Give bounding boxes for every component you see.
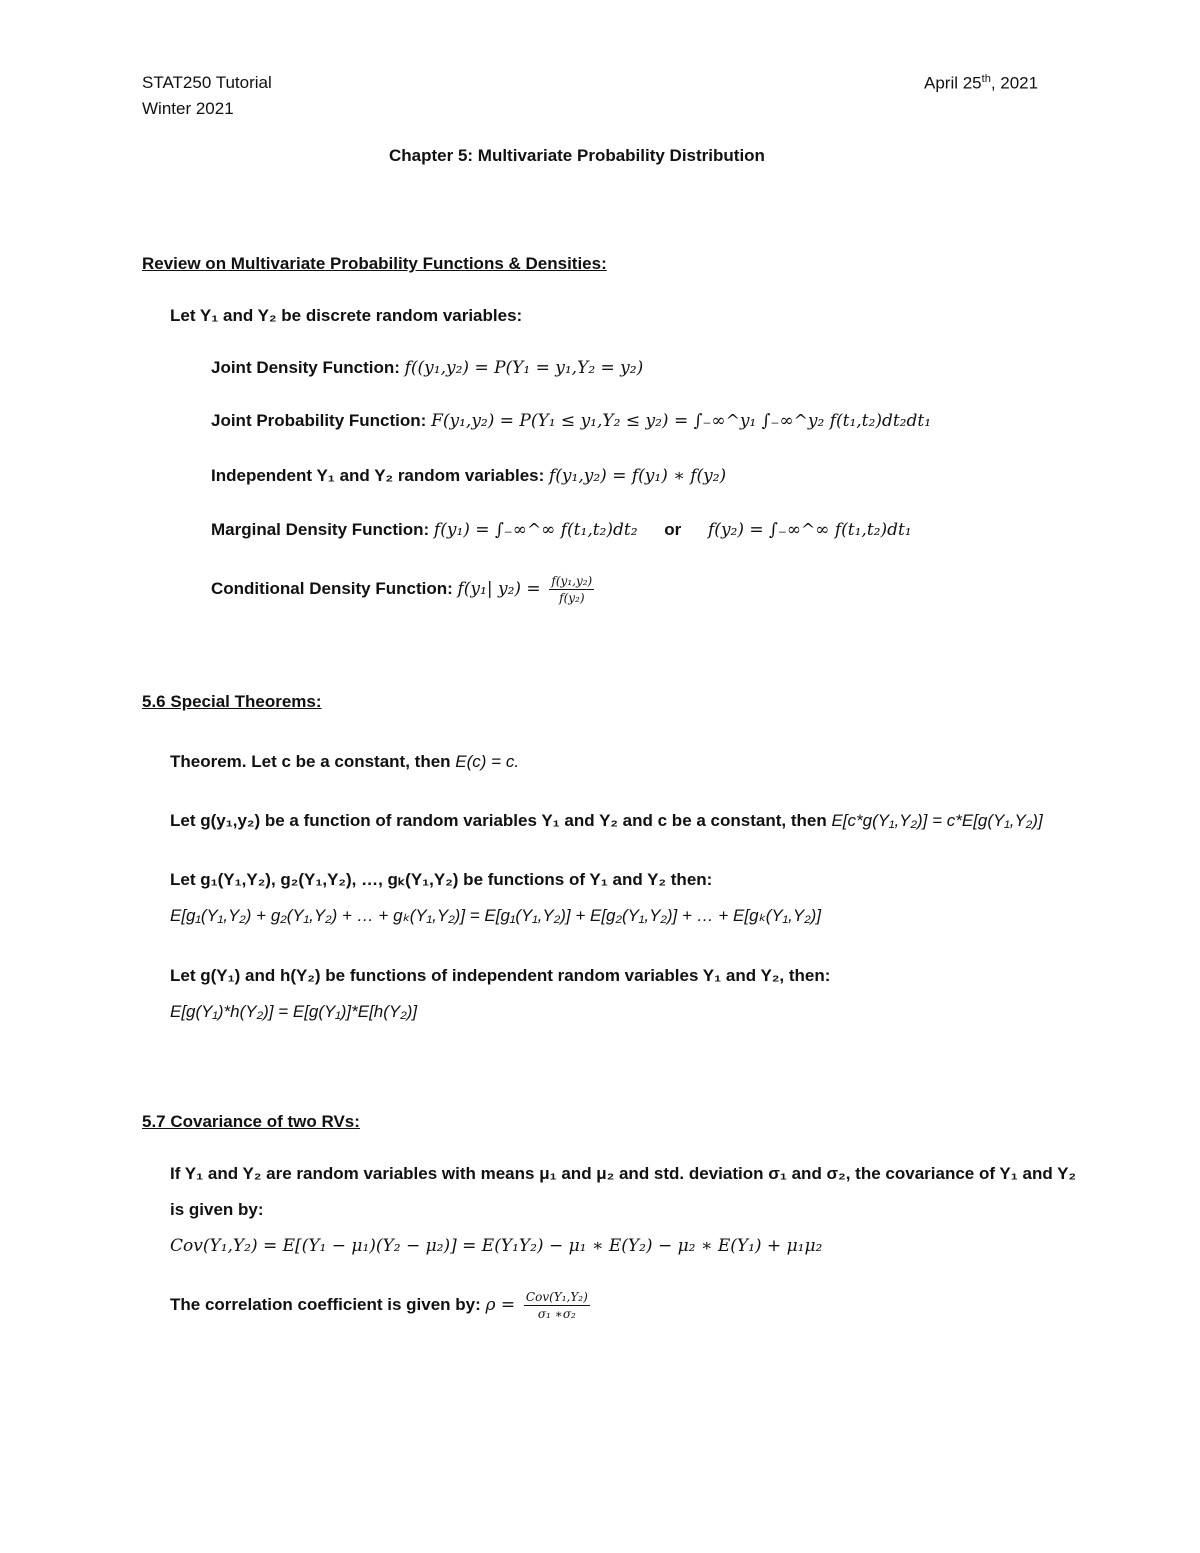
joint-density-row	[211, 358, 643, 378]
theorem-2-math: E[c*g(Y₁,Y₂)] = c*E[g(Y₁,Y₂)]	[831, 811, 1043, 830]
special-heading: 5.6 Special Theorems:	[142, 692, 322, 711]
date-sup: th	[981, 73, 991, 85]
theorem-1	[170, 752, 519, 772]
conditional-row	[211, 574, 594, 605]
joint-probability-row	[211, 411, 931, 431]
conditional-label: Conditional Density Function:	[211, 578, 453, 598]
correlation-row	[170, 1290, 590, 1321]
marginal-formula-2: f(y₂) = ∫₋∞^∞ f(t₁,t₂)dt₁	[708, 520, 912, 540]
marginal-formula: f(y₁) = ∫₋∞^∞ f(t₁,t₂)dt₂	[433, 520, 638, 540]
date	[924, 73, 1038, 94]
covariance-formula: Cov(Y₁,Y₂) = E[(Y₁ − μ₁)(Y₂ − μ₂)] = E(Y₁Y₂) − μ₁ ∗ E(Y₂) − μ₂ ∗ E(Y₁) + μ₁μ₂	[170, 1236, 823, 1256]
joint-probability-label: Joint Probability Function:	[211, 411, 427, 430]
independent-row	[211, 466, 726, 486]
conditional-numerator: f(y₁,y₂)	[551, 574, 593, 588]
covariance-line-1: If Y₁ and Y₂ are random variables with means μ₁ and μ₂ and std. deviation σ₁ and σ₂, the covariance of Y₁ and Y₂	[170, 1164, 1077, 1183]
theorem-1-math: E(c) = c.	[455, 752, 520, 771]
review-intro: Let Y₁ and Y₂ be discrete random variables:	[170, 306, 523, 325]
correlation-lhs: ρ =	[485, 1294, 516, 1315]
covariance-heading: 5.7 Covariance of two RVs:	[142, 1112, 360, 1131]
theorem-2-text: Let g(y₁,y₂) be a function of random variables Y₁ and Y₂ and c be a constant, then	[170, 811, 832, 830]
theorem-4-math: E[g(Y₁)*h(Y₂)] = E[g(Y₁)]*E[h(Y₂)]	[170, 1002, 418, 1021]
marginal-label: Marginal Density Function:	[211, 520, 430, 539]
theorem-4-text: Let g(Y₁) and h(Y₂) be functions of independent random variables Y₁ and Y₂, then:	[170, 966, 831, 985]
term: Winter 2021	[142, 99, 234, 118]
correlation-fraction	[524, 1290, 590, 1321]
course-name: STAT250 Tutorial	[142, 73, 272, 92]
joint-density-label: Joint Density Function:	[211, 358, 400, 377]
marginal-row	[211, 520, 912, 540]
date-prefix: April 25	[924, 73, 982, 93]
theorem-1-text: Theorem. Let c be a constant, then	[170, 752, 456, 771]
conditional-fraction	[549, 574, 594, 605]
correlation-text: The correlation coefficient is given by:	[170, 1294, 481, 1314]
independent-label: Independent Y₁ and Y₂ random variables:	[211, 466, 545, 485]
review-heading: Review on Multivariate Probability Functions & Densities:	[142, 254, 607, 273]
correlation-numerator: Cov(Y₁,Y₂)	[525, 1290, 588, 1304]
joint-density-formula: f((y₁,y₂) = P(Y₁ = y₁,Y₂ = y₂)	[404, 358, 644, 378]
theorem-3-math: E[g₁(Y₁,Y₂) + g₂(Y₁,Y₂) + … + gₖ(Y₁,Y₂)] = E[g₁(Y₁,Y₂)] + E[g₂(Y₁,Y₂)] + … + E[gₖ(Y₁,Y₂)]	[170, 906, 822, 925]
theorem-3-text: Let g₁(Y₁,Y₂), g₂(Y₁,Y₂), …, gₖ(Y₁,Y₂) be functions of Y₁ and Y₂ then:	[170, 870, 713, 889]
independent-formula: f(y₁,y₂) = f(y₁) ∗ f(y₂)	[549, 466, 727, 486]
conditional-denominator: f(y₂)	[559, 591, 585, 605]
covariance-line-2: is given by:	[170, 1200, 264, 1219]
joint-probability-formula: F(y₁,y₂) = P(Y₁ ≤ y₁,Y₂ ≤ y₂) = ∫₋∞^y₁ ∫₋∞^y₂ f(t₁,t₂)dt₂dt₁	[431, 411, 932, 431]
theorem-2	[170, 811, 1043, 831]
conditional-formula: f(y₁| y₂) =	[457, 578, 541, 599]
marginal-or: or	[664, 520, 682, 539]
date-suffix: , 2021	[990, 73, 1039, 93]
page-title: Chapter 5: Multivariate Probability Distribution	[389, 146, 765, 165]
correlation-denominator: σ₁ ∗σ₂	[537, 1307, 576, 1321]
